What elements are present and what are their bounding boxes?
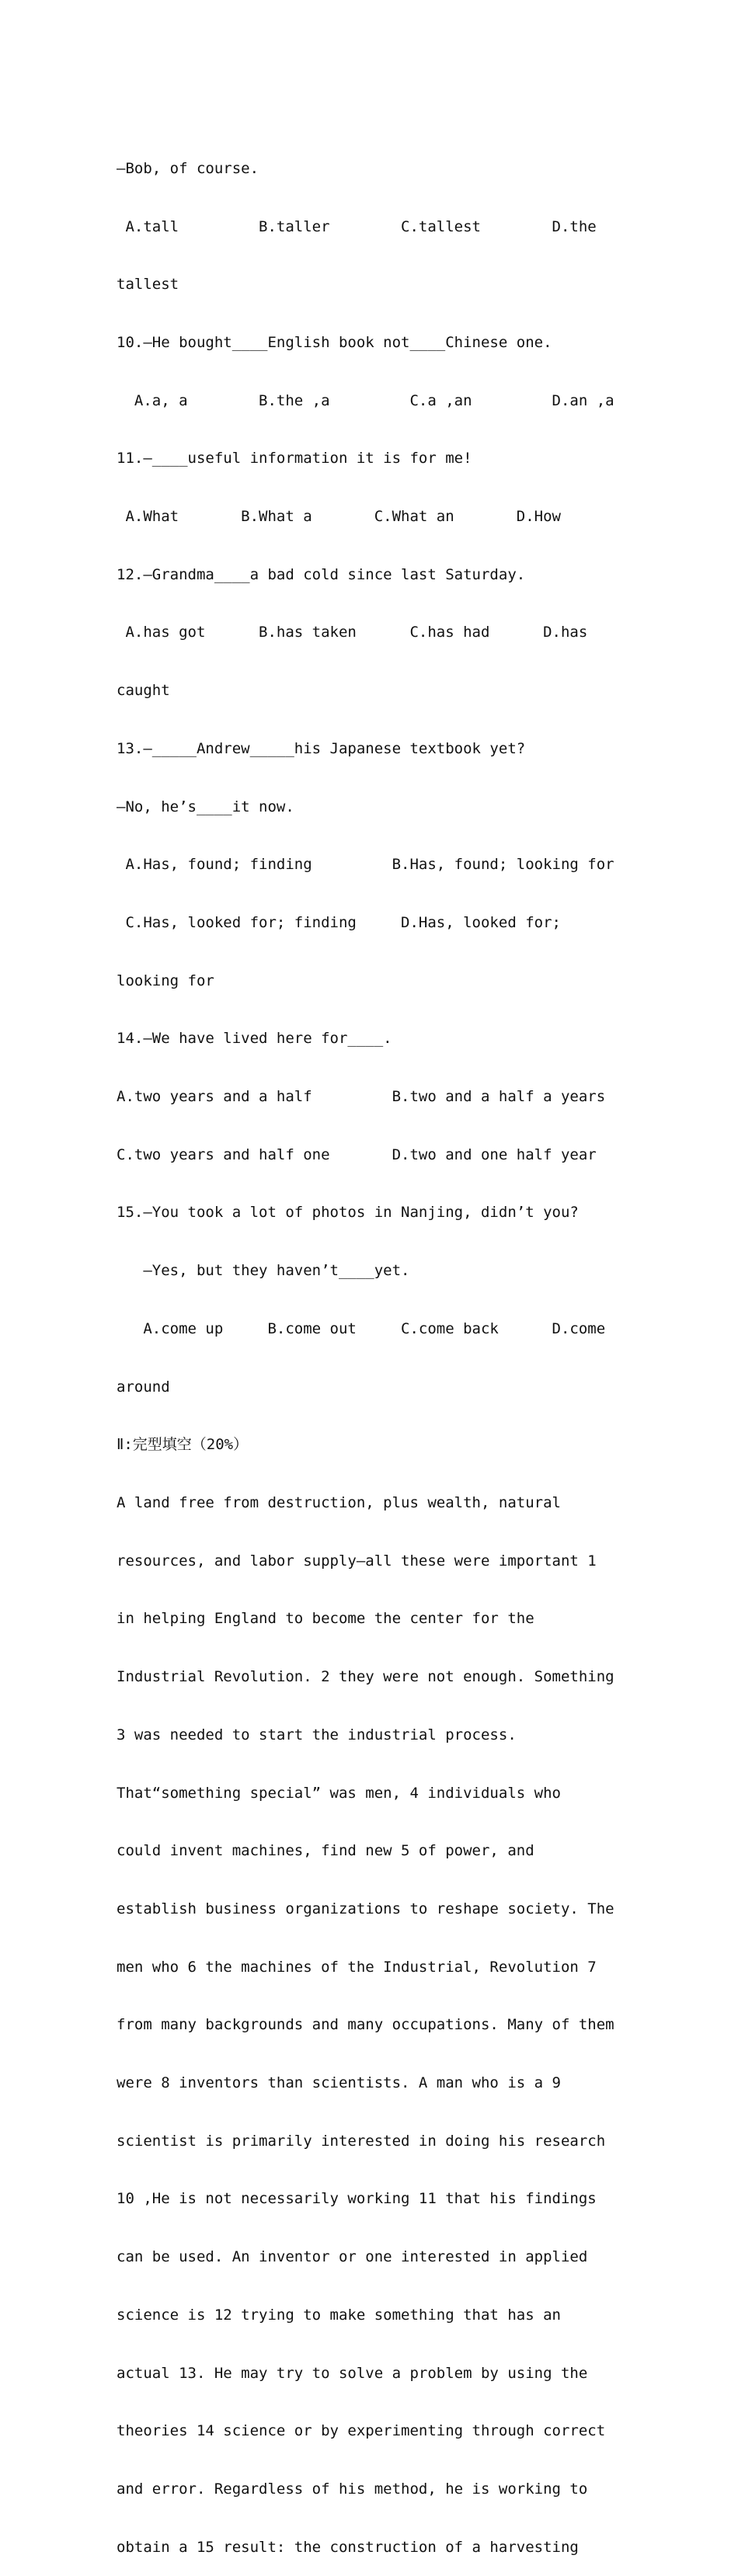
text-line: A land free from destruction, plus wealth, natural [117, 1493, 561, 1511]
text-line: A.has got B.has taken C.has had D.has [117, 624, 588, 641]
text-line: could invent machines, find new 5 of power, and [117, 1842, 534, 1860]
text-line: can be used. An inventor or one interested in applied [117, 2248, 588, 2266]
text-line: scientist is primarily interested in doing his research [117, 2132, 606, 2150]
text-line: A.a, a B.the ,a C.a ,an D.an ,a [117, 391, 614, 409]
text-line: obtain a 15 result: the construction of a harvesting [117, 2538, 579, 2556]
text-line: Industrial Revolution. 2 they were not enough. Something [117, 1668, 614, 1686]
text-line: A.come up B.come out C.come back D.come [117, 1319, 606, 1337]
document-page [117, 120, 614, 2576]
text-line: 10.—He bought____English book not____Chinese one. [117, 333, 552, 351]
text-line: looking for [117, 972, 214, 989]
text-line: from many backgrounds and many occupations. Many of them [117, 2016, 614, 2034]
text-line: That“something special” was men, 4 individuals who [117, 1784, 561, 1802]
text-line: 3 was needed to start the industrial process. [117, 1726, 517, 1743]
text-line: actual 13. He may try to solve a problem by using the [117, 2364, 588, 2382]
text-line: 11.—____useful information it is for me! [117, 450, 472, 468]
text-line: tallest [117, 276, 179, 294]
text-line: science is 12 trying to make something that has an [117, 2306, 561, 2324]
section-heading: Ⅱ:完型填空（20%） [117, 1436, 249, 1454]
text-line: and error. Regardless of his method, he is working to [117, 2480, 588, 2498]
text-line: resources, and labor supply—all these were important 1 [117, 1552, 597, 1570]
text-line: C.two years and half one D.two and one half year [117, 1145, 597, 1163]
text-line: establish business organizations to reshape society. The [117, 1900, 614, 1917]
text-line: —Bob, of course. [117, 159, 259, 177]
text-line: 15.—You took a lot of photos in Nanjing, didn’t you? [117, 1204, 579, 1222]
text-line: A.tall B.taller C.tallest D.the [117, 217, 597, 235]
text-line: in helping England to become the center for the [117, 1610, 534, 1628]
text-line: A.two years and a half B.two and a half a years [117, 1088, 606, 1106]
text-line: theories 14 science or by experimenting through correct [117, 2422, 606, 2440]
text-line: C.Has, looked for; finding D.Has, looked for; [117, 913, 561, 931]
text-line: men who 6 the machines of the Industrial, Revolution 7 [117, 1958, 597, 1976]
text-line: 14.—We have lived here for____. [117, 1030, 392, 1048]
text-line: 13.—_____Andrew_____his Japanese textbook yet? [117, 739, 526, 757]
text-line: were 8 inventors than scientists. A man who is a 9 [117, 2074, 561, 2092]
text-line: caught [117, 682, 170, 700]
text-line: 10 ,He is not necessarily working 11 that his findings [117, 2190, 597, 2208]
text-line: around [117, 1378, 170, 1396]
text-line: 12.—Grandma____a bad cold since last Saturday. [117, 565, 526, 583]
text-line: —Yes, but they haven’t____yet. [117, 1262, 410, 1280]
text-line: —No, he’s____it now. [117, 798, 294, 815]
text-line: A.Has, found; finding B.Has, found; looking for [117, 856, 614, 874]
text-line: A.What B.What a C.What an D.How [117, 508, 561, 526]
